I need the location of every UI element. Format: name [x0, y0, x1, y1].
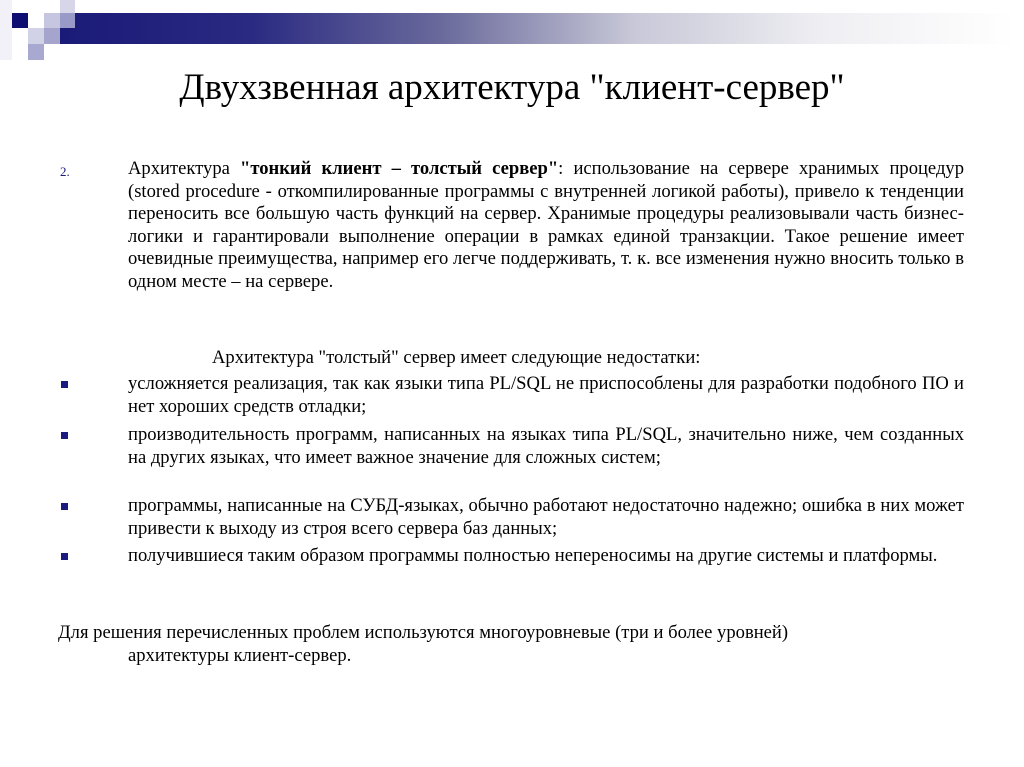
paragraph-lead: Архитектура: [128, 158, 240, 179]
paragraph-bold-term: "тонкий клиент – толстый сервер": [240, 158, 559, 179]
deco-square-navy: [12, 13, 28, 28]
deco-square-medium-2: [44, 28, 60, 44]
square-bullet-icon: [61, 553, 68, 560]
square-bullet-icon: [61, 503, 68, 510]
square-bullet-icon: [61, 381, 68, 388]
deco-square-bottom: [28, 44, 44, 60]
conclusion-paragraph: [58, 622, 964, 667]
deco-strip-left: [0, 0, 12, 60]
deco-square-top: [60, 0, 75, 13]
conclusion-line-2: архитектуры клиент-сервер.: [128, 644, 352, 666]
numbered-paragraph: [128, 158, 964, 294]
list-item: усложняется реализация, так как языки типа PL/SQL не приспособлены для разработки подобного ПО и нет хороших средств отладки;: [128, 373, 964, 417]
deco-square-medium-overlay: [60, 13, 75, 28]
header-gradient-bar: [60, 13, 1016, 44]
slide-title: Двухзвенная архитектура "клиент-сервер": [179, 67, 845, 108]
list-item: производительность программ, написанных на языках типа PL/SQL, значительно ниже, чем созданных на других языках, что имеет важное значение для сложных систем;: [128, 424, 964, 468]
list-item: получившиеся таким образом программы полностью непереносимы на другие системы и платформы.: [128, 545, 938, 566]
disadvantages-heading: Архитектура "толстый" сервер имеет следующие недостатки:: [212, 347, 701, 368]
conclusion-line-1: Для решения перечисленных проблем используются многоуровневые (три и более уровней): [58, 622, 789, 643]
paragraph-body: : использование на сервере хранимых процедур (stored procedure - откомпилированные программы с внутренней логикой работы), привело к тенденции переносить все большую часть функций на сервер. Хранимые процедуры реализовывали часть бизнес-логики и гарантировали выполнение операции в рамках единой транзакции. Такое решение имеет очевидные преимущества, например его легче поддерживать, т. к. все изменения нужно вносить только в одном месте – на сервере.: [128, 158, 964, 292]
deco-square-light-2: [28, 28, 44, 44]
deco-square-light: [44, 13, 60, 28]
list-number-marker: 2.: [60, 164, 70, 179]
square-bullet-icon: [61, 432, 68, 439]
list-item: программы, написанные на СУБД-языках, обычно работают недостаточно надежно; ошибка в них может привести к выходу из строя всего сервера баз данных;: [128, 495, 964, 539]
